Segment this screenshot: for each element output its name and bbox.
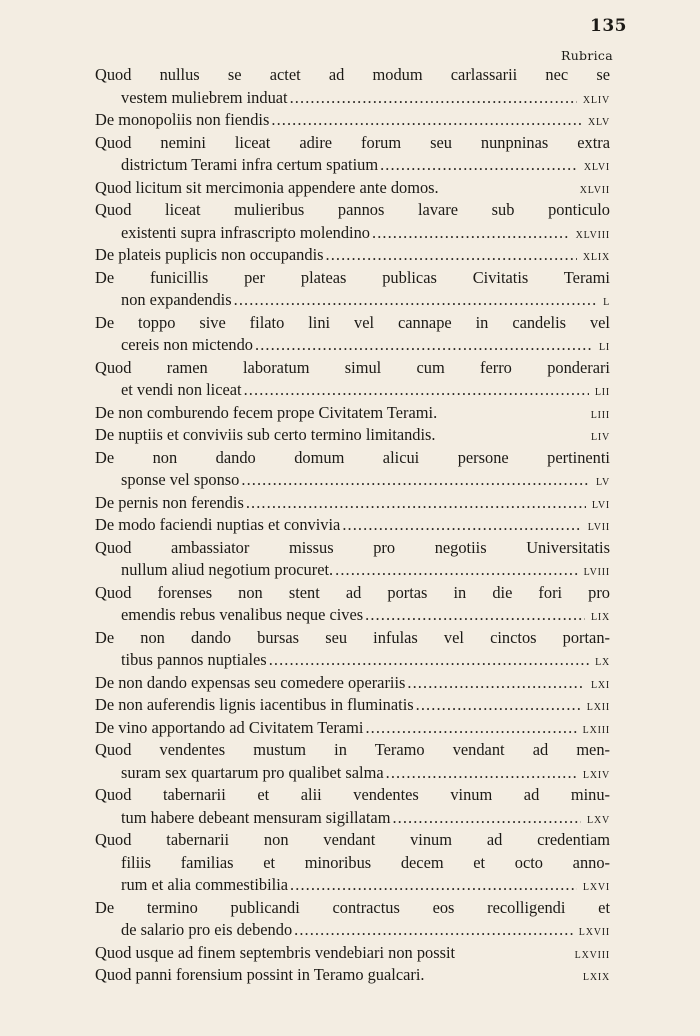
toc-entry [95, 64, 610, 109]
leader-dots [294, 919, 573, 942]
leader-dots [416, 694, 581, 717]
rubric-number: xlviii [575, 226, 610, 242]
toc-entry [95, 357, 610, 402]
toc-entry [95, 447, 610, 492]
rubric-number: xlvii [579, 181, 610, 197]
entry-line: Quod vendentes mustum in Teramo vendant ad men- [95, 740, 610, 759]
leader-dots [335, 559, 577, 582]
entry-line: De plateis puplicis non occupandis [95, 245, 324, 264]
entry-line: De modo faciendi nuptias et convivia [95, 515, 341, 534]
rubric-number: li [598, 339, 610, 354]
leader-dots [271, 109, 582, 132]
toc-entry [95, 402, 610, 425]
rubric-number: lii [594, 384, 610, 399]
entry-line: cereis non mictendo [121, 335, 253, 354]
rubric-number: xlvi [583, 159, 610, 174]
entry-line: existenti supra infrascripto molendino [121, 222, 370, 242]
entry-line: Quod liceat mulieribus pannos lavare sub ponticulo [95, 200, 610, 219]
leader-dots [326, 244, 577, 267]
entry-final-line [95, 222, 610, 245]
toc-entry [95, 897, 610, 942]
entry-line: Quod forenses non stent ad portas in die fori pro [95, 582, 610, 602]
entry-final-line [95, 289, 610, 312]
toc-entry [95, 267, 610, 312]
entry-line: tibus pannos nuptiales [121, 650, 267, 669]
entry-final-line [95, 402, 610, 425]
rubric-number: xliv [582, 91, 610, 107]
entry-final-line [95, 919, 610, 942]
entry-final-line [95, 559, 610, 582]
entry-final-line [95, 334, 610, 357]
entry-line: De funicillis per plateas publicas Civitatis Terami [95, 267, 610, 287]
entry-line: tum habere debeant mensuram sigillatam [121, 807, 391, 827]
toc-entry [95, 717, 610, 740]
toc-entry [95, 109, 610, 132]
entry-line: De non dando domum alicui persone pertinenti [95, 447, 610, 467]
entry-line: De non dando expensas seu comedere operariis [95, 672, 406, 692]
table-of-contents [95, 64, 610, 987]
entry-final-line [95, 379, 610, 402]
toc-entry [95, 537, 610, 582]
toc-entry [95, 244, 610, 267]
entry-line: De vino apportando ad Civitatem Terami [95, 717, 364, 737]
entry-final-line [95, 177, 610, 200]
leader-dots [246, 492, 586, 515]
entry-line: Quod licitum sit mercimonia appendere ante domos. [95, 177, 439, 197]
entry-final-line [95, 424, 610, 447]
toc-entry [95, 582, 610, 627]
rubric-number: lix [590, 609, 610, 624]
entry-final-line [95, 964, 610, 987]
entry-line: sponse vel sponso [121, 470, 240, 489]
rubric-number: xlix [582, 249, 610, 264]
entry-line: nullum aliud negotium procuret. [121, 560, 334, 579]
leader-dots [342, 514, 581, 537]
leader-dots [269, 649, 589, 672]
entry-line: et vendi non liceat [121, 380, 242, 399]
leader-dots [386, 762, 577, 785]
toc-entry [95, 784, 610, 829]
toc-entry [95, 199, 610, 244]
rubric-number: lx [595, 654, 610, 669]
entry-final-line [95, 87, 610, 110]
entry-line: rum et alia commestibilia [121, 875, 289, 894]
rubric-number: lvii [587, 519, 610, 534]
leader-dots [365, 717, 576, 740]
rubric-number: lxiv [582, 766, 610, 782]
entry-line: De non comburendo fecem prope Civitatem Terami. [95, 402, 438, 422]
rubric-number: lxvii [578, 924, 610, 939]
entry-line: districtum Terami infra certum spatium [121, 155, 379, 174]
rubric-number: lxii [586, 699, 610, 714]
rubric-number: lvi [591, 496, 610, 512]
entry-final-line [95, 109, 610, 132]
entry-line: suram sex quartarum pro qualibet salma [121, 762, 384, 782]
toc-entry [95, 739, 610, 784]
toc-entry [95, 829, 610, 897]
toc-entry [95, 964, 610, 987]
rubric-number: lv [595, 474, 610, 489]
rubric-number: xlv [587, 114, 610, 129]
entry-line: Quod nemini liceat adire forum seu nunpninas extra [95, 132, 610, 152]
entry-line: Quod ambassiator missus pro negotiis Universitatis [95, 537, 610, 557]
entry-line: Quod nullus se actet ad modum carlassarii nec se [95, 65, 610, 84]
running-title: Rubrica [561, 48, 613, 63]
leader-dots [290, 87, 577, 110]
leader-dots [392, 807, 581, 830]
entry-line: non expandendis [121, 290, 232, 309]
entry-line: De pernis non ferendis [95, 492, 244, 512]
rubric-number: liv [590, 429, 610, 444]
leader-dots [290, 874, 577, 897]
leader-dots [234, 289, 597, 312]
entry-line: filiis familias et minoribus decem et octo anno- [121, 852, 610, 872]
entry-line: De non dando bursas seu infulas vel cinctos portan- [95, 627, 610, 647]
toc-entry [95, 312, 610, 357]
toc-entry [95, 177, 610, 200]
leader-dots [365, 604, 585, 627]
entry-line: Quod tabernarii et alii vendentes vinum ad minu- [95, 785, 610, 804]
entry-final-line [95, 942, 610, 965]
entry-line: De non auferendis lignis iacentibus in fluminatis [95, 695, 414, 714]
toc-entry [95, 514, 610, 537]
rubric-number: l [603, 294, 610, 309]
rubric-number: lxiii [582, 721, 610, 737]
toc-entry [95, 942, 610, 965]
rubric-number: lxi [590, 676, 610, 692]
leader-dots [244, 379, 589, 402]
toc-entry [95, 492, 610, 515]
rubric-number: lxvi [582, 879, 610, 894]
entry-line: De toppo sive filato lini vel cannape in candelis vel [95, 312, 610, 332]
entry-final-line [95, 717, 610, 740]
toc-entry [95, 132, 610, 177]
entry-line: emendis rebus venalibus neque cives [121, 605, 364, 624]
toc-entry [95, 694, 610, 717]
rubric-number: liii [590, 406, 610, 422]
leader-dots [372, 222, 570, 245]
entry-final-line [95, 649, 610, 672]
entry-line: Quod usque ad finem septembris vendebiari non possit [95, 942, 456, 962]
rubric-number: lxix [582, 969, 610, 984]
entry-final-line [95, 807, 610, 830]
entry-final-line [95, 492, 610, 515]
leader-dots [255, 334, 593, 357]
entry-line: De monopoliis non fiendis [95, 110, 270, 129]
entry-line: De termino publicandi contractus eos recolligendi et [95, 897, 610, 917]
entry-line: Quod ramen laboratum simul cum ferro ponderari [95, 357, 610, 377]
toc-entry [95, 672, 610, 695]
entry-final-line [95, 672, 610, 695]
entry-line: Quod tabernarii non vendant vinum ad credentiam [95, 830, 610, 849]
entry-final-line [95, 874, 610, 897]
page-number: 135 [590, 16, 627, 36]
leader-dots [380, 154, 578, 177]
entry-line: Quod panni forensium possint in Teramo gualcari. [95, 965, 425, 984]
entry-final-line [95, 604, 610, 627]
rubric-number: lxviii [574, 946, 610, 962]
entry-final-line [95, 244, 610, 267]
entry-final-line [95, 469, 610, 492]
entry-line: De nuptiis et conviviis sub certo termino limitandis. [95, 425, 436, 444]
toc-entry [95, 424, 610, 447]
entry-final-line [95, 154, 610, 177]
entry-line: de salario pro eis debendo [121, 920, 293, 939]
rubric-number: lviii [583, 564, 610, 579]
entry-final-line [95, 762, 610, 785]
entry-final-line [95, 694, 610, 717]
toc-entry [95, 627, 610, 672]
entry-final-line [95, 514, 610, 537]
leader-dots [241, 469, 590, 492]
entry-line: vestem muliebrem induat [121, 87, 288, 107]
rubric-number: lxv [587, 811, 610, 827]
leader-dots [407, 672, 585, 695]
